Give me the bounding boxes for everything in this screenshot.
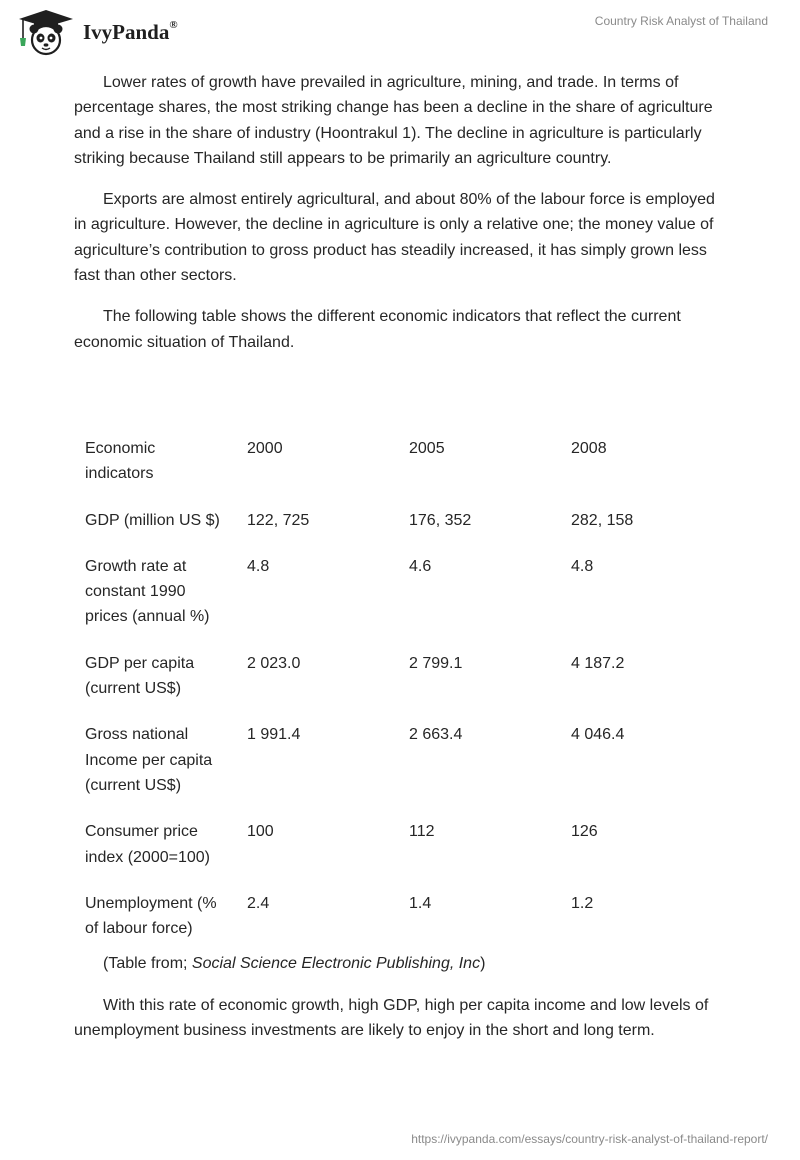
source-publisher: Social Science Electronic Publishing, Inc: [191, 955, 481, 972]
economic-indicators-table: [74, 426, 722, 952]
paragraph: With this rate of economic growth, high GDP, high per capita income and low levels of unemployment business investments are likely to enjoy in the short and long term.: [74, 997, 709, 1040]
table-row: [74, 544, 722, 641]
table-row: [74, 712, 722, 809]
document-title: Country Risk Analyst of Thailand: [594, 14, 768, 28]
table-cell: 100: [247, 823, 274, 841]
table-cell: 4.6: [409, 557, 432, 575]
table-cell: 122, 725: [247, 511, 310, 529]
table-cell: 4.8: [247, 557, 270, 575]
table-cell: 4 046.4: [571, 726, 625, 744]
brand-name: IvyPanda®: [83, 18, 178, 44]
table-cell: Growth rate at constant 1990 prices (annual %): [85, 557, 210, 626]
table-cell: GDP (million US $): [85, 511, 220, 529]
table-header-cell: 2000: [247, 440, 283, 457]
table-cell: GDP per capita (current US$): [85, 654, 195, 698]
table-header-cell: 2005: [409, 440, 445, 457]
table-cell: 176, 352: [409, 511, 472, 529]
table-row: [74, 881, 722, 953]
table-cell: 282, 158: [571, 511, 634, 529]
panda-graduate-icon: [15, 8, 77, 56]
table-source-note: (Table from; Social Science Electronic Publishing, Inc): [103, 955, 486, 972]
essay-body: [74, 70, 724, 371]
table-header-cell: Economic indicators: [85, 440, 156, 483]
table-cell: 112: [409, 823, 435, 841]
table-row: [74, 641, 722, 713]
table-cell: 1 991.4: [247, 726, 301, 744]
table-row: [74, 809, 722, 881]
paragraph: The following table shows the different economic indicators that reflect the current economic situation of Thailand.: [74, 308, 681, 351]
table-cell: 2 023.0: [247, 654, 301, 672]
table-cell: 4 187.2: [571, 654, 625, 672]
table-cell: Gross national Income per capita (current US$): [85, 726, 213, 794]
paragraph: Exports are almost entirely agricultural, and about 80% of the labour force is employed in agriculture. However, the decline in agriculture is only a relative one; the money value of agriculture’s contribution to gross product has steadily increased, it has simply grown less fast than other sectors.: [74, 191, 715, 285]
table-cell: 1.4: [409, 894, 432, 912]
table-cell: 1.2: [571, 894, 594, 912]
table-cell: 126: [571, 823, 598, 841]
table-cell: Unemployment (% of labour force): [85, 894, 217, 938]
paragraph: Lower rates of growth have prevailed in agriculture, mining, and trade. In terms of percentage shares, the most striking change has been a decline in the share of agriculture and a rise in the share of industry (Hoontrakul 1). The decline in agriculture is particularly striking because Thailand still appears to be primarily an agriculture country.: [74, 74, 713, 167]
source-url-link[interactable]: https://ivypanda.com/essays/country-risk-analyst-of-thailand-report/: [411, 1132, 768, 1146]
table-cell: 2 799.1: [409, 654, 463, 672]
table-cell: Consumer price index (2000=100): [85, 823, 210, 866]
table-cell: 2.4: [247, 894, 270, 912]
table-cell: 2 663.4: [409, 726, 463, 744]
closing-section: [74, 993, 724, 1044]
table-row: [74, 498, 722, 544]
table-header-row: [74, 426, 722, 498]
table-header-cell: 2008: [571, 440, 607, 457]
ivypanda-logo[interactable]: [15, 8, 178, 56]
table-cell: 4.8: [571, 557, 594, 575]
